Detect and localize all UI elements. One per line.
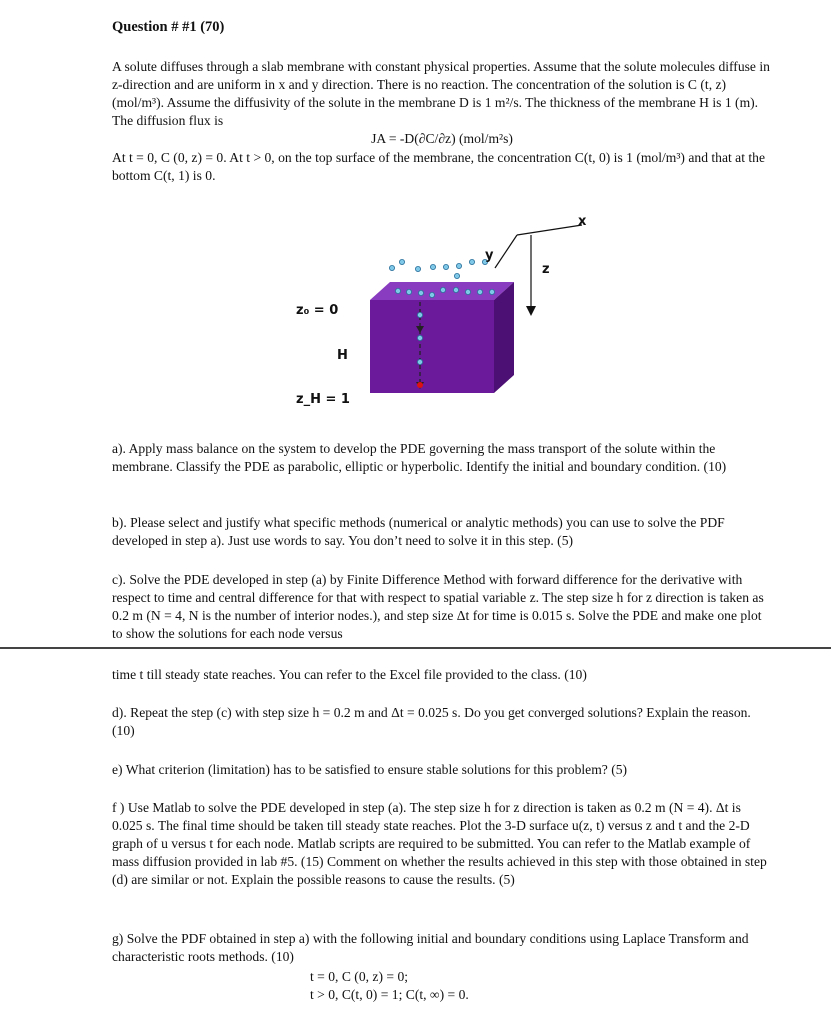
part-d: d). Repeat the step (c) with step size h = 0.2 m and Δt = 0.025 s. Do you get converged solutions? Explain the reason. (10) xyxy=(112,705,751,738)
intro-paragraph: A solute diffuses through a slab membrane with constant physical properties. Assume that the solute molecules diffuse in z-direction and are uniform in x and y direction. There is no reaction. The concentration of the solution is C (t, z) (mol/m³). Assume the diffusivity of the solute in the membrane D is 1 m²/s. The thickness of the membrane H is 1 (m). The diffusion flux is xyxy=(112,59,770,128)
part-g: g) Solve the PDF obtained in step a) with the following initial and boundary conditions using Laplace Transform and characteristic roots methods. (10) xyxy=(112,931,749,964)
z0-label: z₀ = 0 xyxy=(296,303,339,318)
part-b: b). Please select and justify what specific methods (numerical or analytic methods) you can use to solve the PDF developed in step a). Just use words to say. You don’t need to solve it in this step. (5) xyxy=(112,515,725,548)
part-g-eq2: t > 0, C(t, 0) = 1; C(t, ∞) = 0. xyxy=(310,987,469,1002)
zH-label: z_H = 1 xyxy=(296,392,350,407)
part-e: e) What criterion (limitation) has to be satisfied to ensure stable solutions for this problem? (5) xyxy=(112,762,628,777)
part-g-eq1: t = 0, C (0, z) = 0; xyxy=(310,969,409,984)
bottom-molecule xyxy=(417,382,423,388)
slab-side xyxy=(494,282,514,393)
x-axis-line xyxy=(517,225,582,235)
membrane-figure xyxy=(280,210,610,420)
thickness-label: H xyxy=(337,348,348,363)
z-arrow-head xyxy=(526,306,536,316)
part-f: f ) Use Matlab to solve the PDE developed in step (a). The step size h for z direction is taken as 0.2 m (N = 4). Δt is 0.025 s. The final time should be taken till steady state reaches. Plot the 3-D surface u(z, t) versus z and t and the 2-D graph of u versus t for each node. Matlab scripts are required to be submitted. You can refer to the Matlab example of mass diffusion provided in lab #5. (15) Comment on whether the results achieved in this step with those obtained in step (d) are similar or not. Explain the possible reasons to cause the results. (5) xyxy=(112,800,767,887)
initial-boundary-paragraph: At t = 0, C (0, z) = 0. At t > 0, on the top surface of the membrane, the concentration C(t, 0) is 1 (mol/m³) and that at the bottom C(t, 1) is 0. xyxy=(112,150,765,183)
part-c-top: c). Solve the PDE developed in step (a) by Finite Difference Method with forward difference for the derivative with respect to time and central difference for that with respect to spatial variable z. The step size h for z direction is taken as 0.2 m (N = 4, N is the number of interior nodes.), and step size Δt for time is 0.015 s. Solve the PDE and make one plot to show the solutions for each node versus xyxy=(112,572,764,641)
page-break-divider xyxy=(0,647,831,649)
flux-equation: JA = -D(∂C/∂z) (mol/m²s) xyxy=(371,131,513,146)
y-axis-line xyxy=(495,235,517,268)
question-title: Question # #1 (70) xyxy=(112,19,225,35)
slab-front xyxy=(370,300,494,393)
part-a: a). Apply mass balance on the system to develop the PDE governing the mass transport of the solute within the membrane. Classify the PDE as parabolic, elliptic or hyperbolic. Identify the initial and boundary condition. (10) xyxy=(112,441,727,474)
part-c-bottom: time t till steady state reaches. You can refer to the Excel file provided to the class. (10) xyxy=(112,667,587,682)
x-axis-label: x xyxy=(578,214,587,229)
z-axis-label: z xyxy=(542,262,550,277)
y-axis-label: y xyxy=(485,248,494,263)
